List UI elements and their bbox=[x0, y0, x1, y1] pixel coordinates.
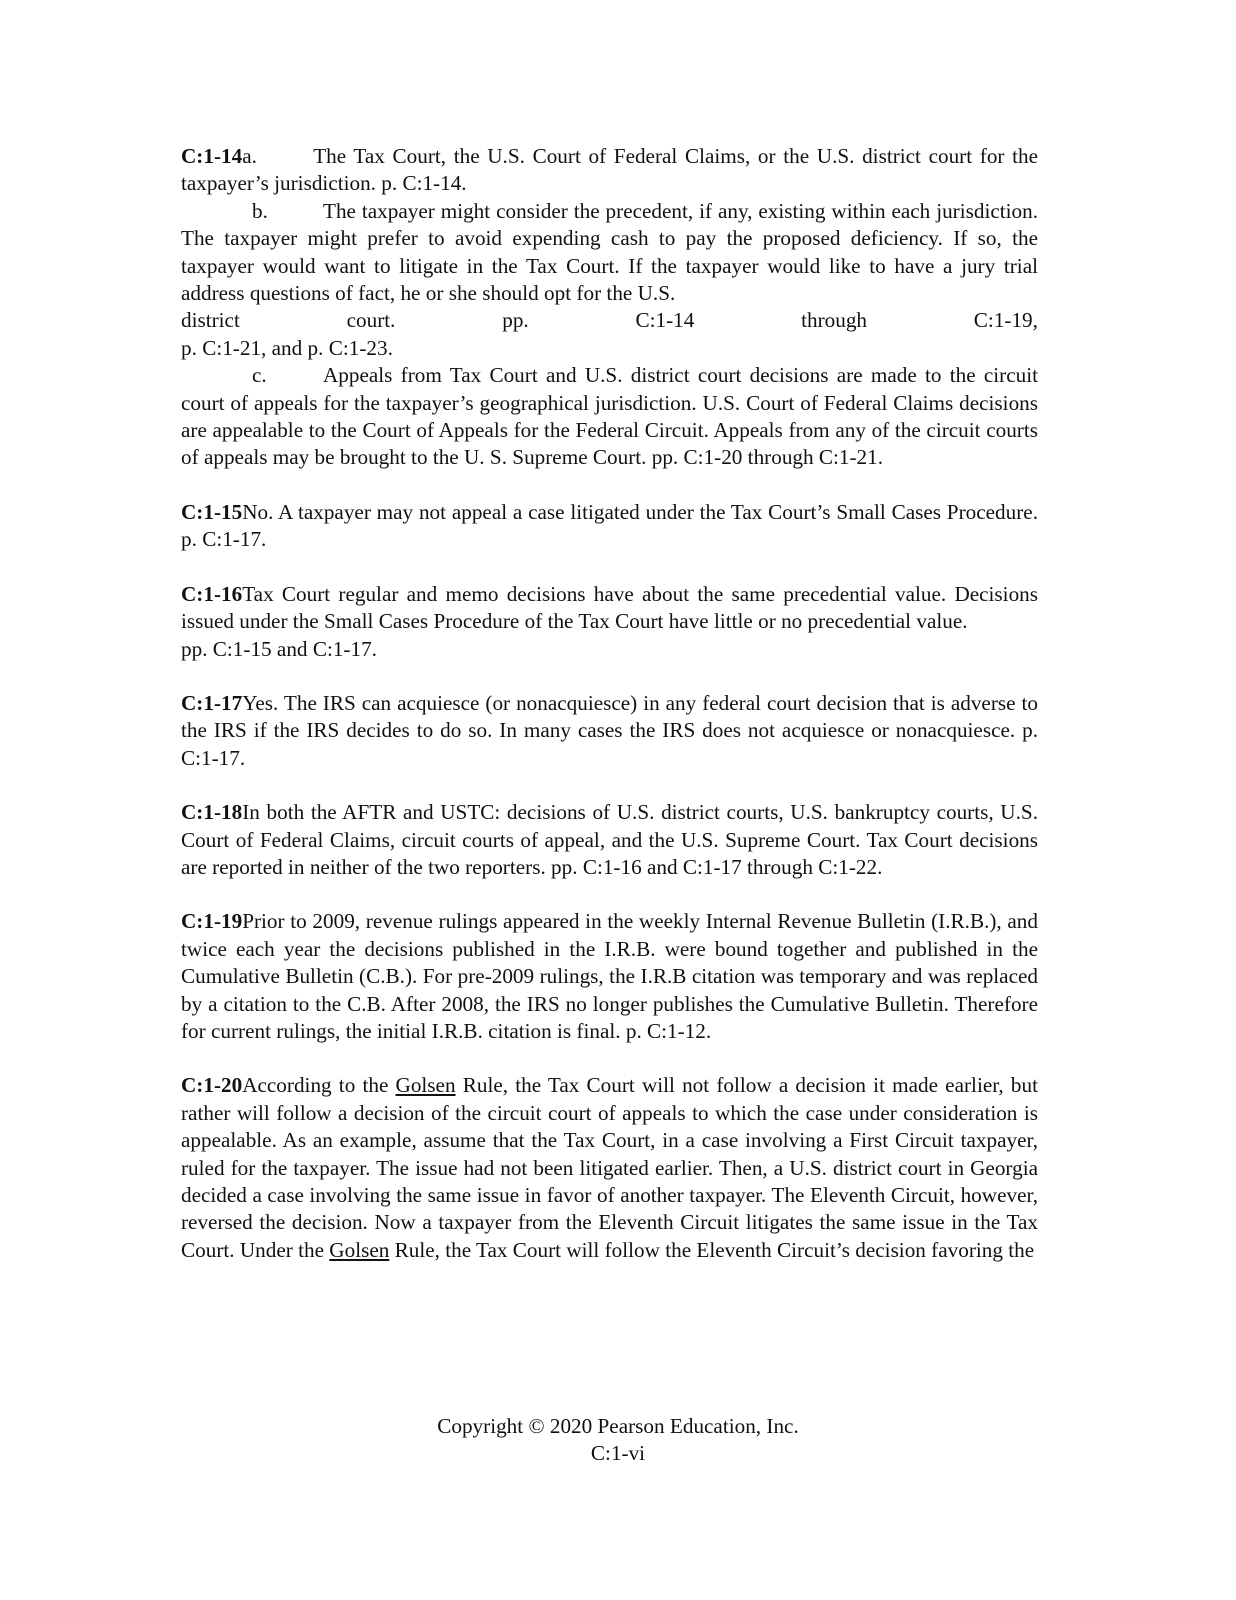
answer-text: Rule, the Tax Court will not follow a decision it made earlier, but rather will follow a decision of the circuit court of appeals to which the case under consideration is appealable. As an example, assume that the Tax Court, in a case involving a First Circuit taxpayer, ruled for the taxpayer. The issue had not been litigated earlier. Then, a U.S. district court in Georgia decided a case involving the same issue in favor of another taxpayer. The Eleventh Circuit, however, reversed the decision. Now a taxpayer from the Eleventh Circuit litigates the same issue in the Tax Court. Under the bbox=[181, 1073, 1038, 1262]
answer-c1-19 bbox=[181, 908, 1038, 1045]
answer-text: Prior to 2009, revenue rulings appeared in the weekly Internal Revenue Bulletin (I.R.B.), and twice each year the decisions published in the I.R.B. were bound together and published in the Cumulative Bulletin (C.B.). For pre-2009 rulings, the I.R.B citation was temporary and was replaced by a citation to the C.B. After 2008, the IRS no longer publishes the Cumulative Bulletin. Therefore for current rulings, the initial I.R.B. citation is final. p. C:1-12. bbox=[181, 909, 1038, 1043]
answer-c1-15 bbox=[181, 499, 1038, 554]
document-body bbox=[181, 143, 1038, 1264]
answer-c1-18 bbox=[181, 799, 1038, 881]
answer-label: C:1-18 bbox=[181, 800, 243, 825]
answer-text: The taxpayer might consider the precedent, if any, existing within each jurisdiction. The taxpayer might prefer to avoid expending cash to pay the proposed deficiency. If so, the taxpayer would want to litigate in the Tax Court. If the taxpayer would like to have a jury trial address questions of fact, he or she should opt for the U.S. bbox=[181, 198, 1038, 306]
answer-c1-14-part-b bbox=[181, 198, 1038, 308]
citation-word: through bbox=[801, 308, 868, 333]
part-letter: c. bbox=[252, 363, 267, 388]
citation-word: court. bbox=[346, 308, 396, 333]
answer-label: C:1-15 bbox=[181, 499, 243, 524]
answer-c1-14-part-b-citation bbox=[181, 307, 1038, 334]
answer-citation: pp. C:1-15 and C:1-17. bbox=[181, 636, 377, 661]
answer-text: Rule, the Tax Court will follow the Eleventh Circuit’s decision favoring the bbox=[389, 1237, 1035, 1262]
part-letter: a. bbox=[242, 144, 257, 168]
golsen-case-name: Golsen bbox=[395, 1073, 456, 1098]
answer-c1-14-part-b-citation-tail: p. C:1-21, and p. C:1-23. bbox=[181, 335, 393, 360]
answer-c1-14-part-c bbox=[181, 362, 1038, 472]
answer-label: C:1-19 bbox=[181, 909, 243, 934]
answer-c1-20 bbox=[181, 1072, 1038, 1264]
page-footer bbox=[0, 1413, 1236, 1468]
part-letter: b. bbox=[252, 198, 268, 223]
page-number: C:1-vi bbox=[590, 1441, 646, 1466]
answer-c1-14 bbox=[181, 143, 1038, 472]
answer-c1-16 bbox=[181, 581, 1038, 663]
answer-text: The Tax Court, the U.S. Court of Federal Claims, or the U.S. district court for the taxpayer’s jurisdiction. p. C:1-14. bbox=[181, 144, 1038, 196]
answer-text: Tax Court regular and memo decisions have about the same precedential value. Decisions issued under the Small Cases Procedure of the Tax Court have little or no precedential value. bbox=[181, 581, 1038, 634]
citation-word: C:1-19, bbox=[973, 308, 1038, 333]
answer-text: No. A taxpayer may not appeal a case litigated under the Tax Court’s Small Cases Procedure. p. C:1-17. bbox=[181, 499, 1038, 552]
answer-text: Appeals from Tax Court and U.S. district court decisions are made to the circuit court of appeals for the taxpayer’s geographical jurisdiction. U.S. Court of Federal Claims decisions are appealable to the Court of Appeals for the Federal Circuit. Appeals from any of the circuit courts of appeals may be brought to the U. S. Supreme Court. pp. C:1-20 through C:1-21. bbox=[181, 363, 1038, 470]
citation-word: C:1-14 bbox=[635, 308, 695, 333]
answer-text: In both the AFTR and USTC: decisions of U.S. district courts, U.S. bankruptcy courts, U.S. Court of Federal Claims, circuit courts of appeal, and the U.S. Supreme Court. Tax Court decisions are reported in neither of the two reporters. pp. C:1-16 and C:1-17 through C:1-22. bbox=[181, 800, 1038, 879]
answer-label: C:1-14 bbox=[181, 144, 243, 168]
citation-word: pp. bbox=[502, 308, 529, 333]
answer-label: C:1-17 bbox=[181, 690, 243, 715]
answer-text: Yes. The IRS can acquiesce (or nonacquiesce) in any federal court decision that is adverse to the IRS if the IRS decides to do so. In many cases the IRS does not acquiesce or nonacquiesce. p. C:1-17. bbox=[181, 690, 1038, 770]
answer-label: C:1-16 bbox=[181, 581, 243, 606]
answer-c1-14-part-a bbox=[181, 143, 1038, 198]
answer-text: According to the bbox=[242, 1073, 396, 1098]
answer-c1-17 bbox=[181, 690, 1038, 772]
answer-label: C:1-20 bbox=[181, 1073, 243, 1098]
citation-word: district bbox=[181, 308, 240, 333]
golsen-case-name: Golsen bbox=[329, 1237, 390, 1262]
copyright-notice: Copyright © 2020 Pearson Education, Inc. bbox=[437, 1414, 799, 1438]
